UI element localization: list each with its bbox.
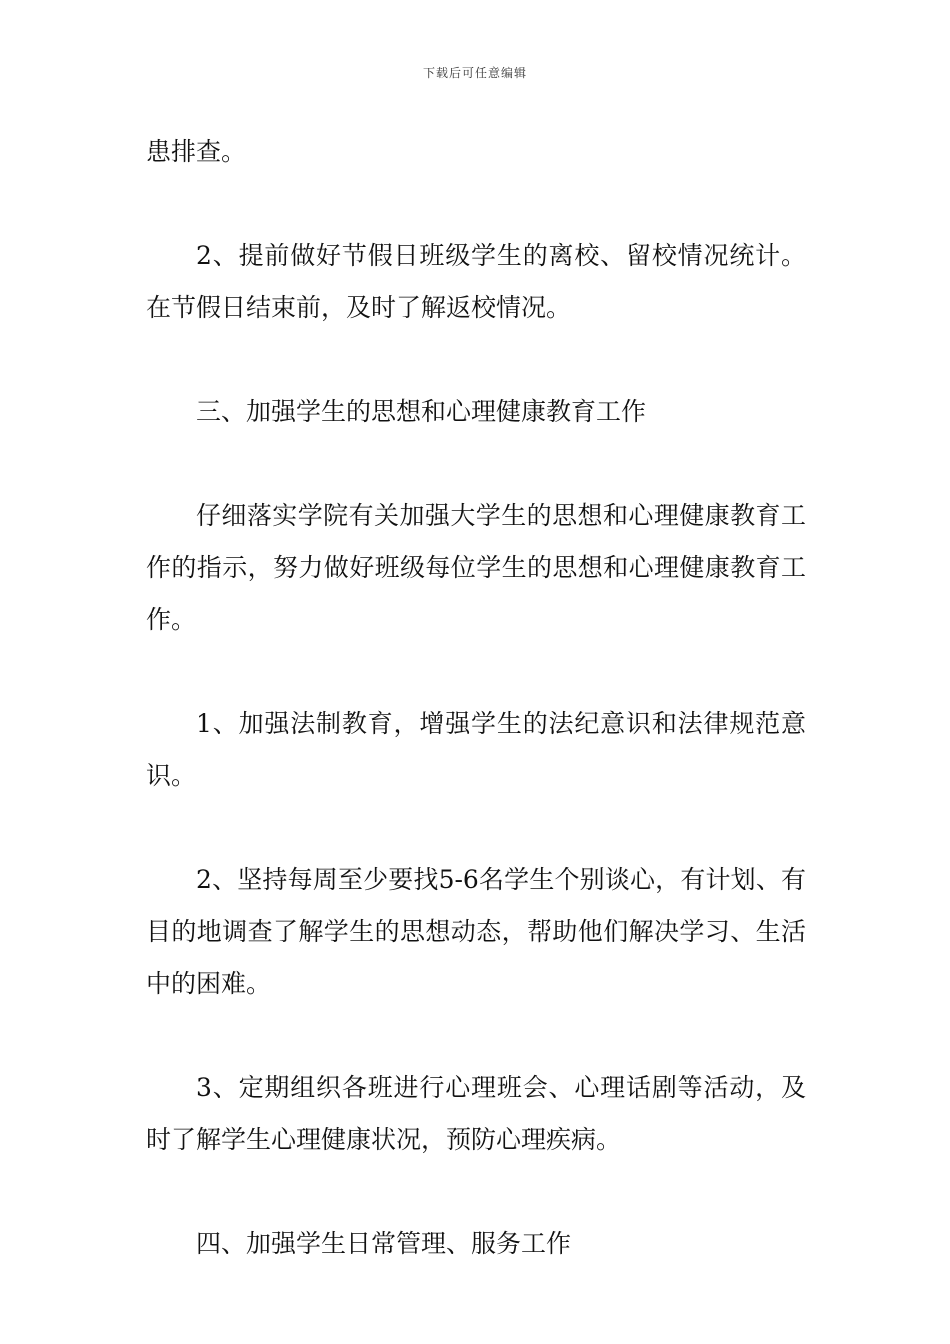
paragraph-section-3-intro: 仔细落实学院有关加强大学生的思想和心理健康教育工作的指示，努力做好班级每位学生的思想和心理健康教育工作。 <box>146 501 806 634</box>
document-body <box>146 126 806 1322</box>
paragraph-item-2-holiday: 2、提前做好节假日班级学生的离校、留校情况统计。在节假日结束前，及时了解返校情况。 <box>146 241 806 322</box>
paragraph-continuation: 患排查。 <box>146 137 247 166</box>
paragraph-item-2-talks: 2、坚持每周至少要找5-6名学生个别谈心，有计划、有目的地调查了解学生的思想动态，帮助他们解决学习、生活中的困难。 <box>146 865 806 998</box>
section-heading-3: 三、加强学生的思想和心理健康教育工作 <box>196 397 647 426</box>
paragraph-item-1-legal: 1、加强法制教育，增强学生的法纪意识和法律规范意识。 <box>146 709 806 790</box>
section-heading-4: 四、加强学生日常管理、服务工作 <box>196 1229 572 1258</box>
paragraph-item-3-activities: 3、定期组织各班进行心理班会、心理话剧等活动，及时了解学生心理健康状况，预防心理疾病。 <box>146 1073 806 1154</box>
page-header: 下载后可任意编辑 <box>422 66 527 80</box>
